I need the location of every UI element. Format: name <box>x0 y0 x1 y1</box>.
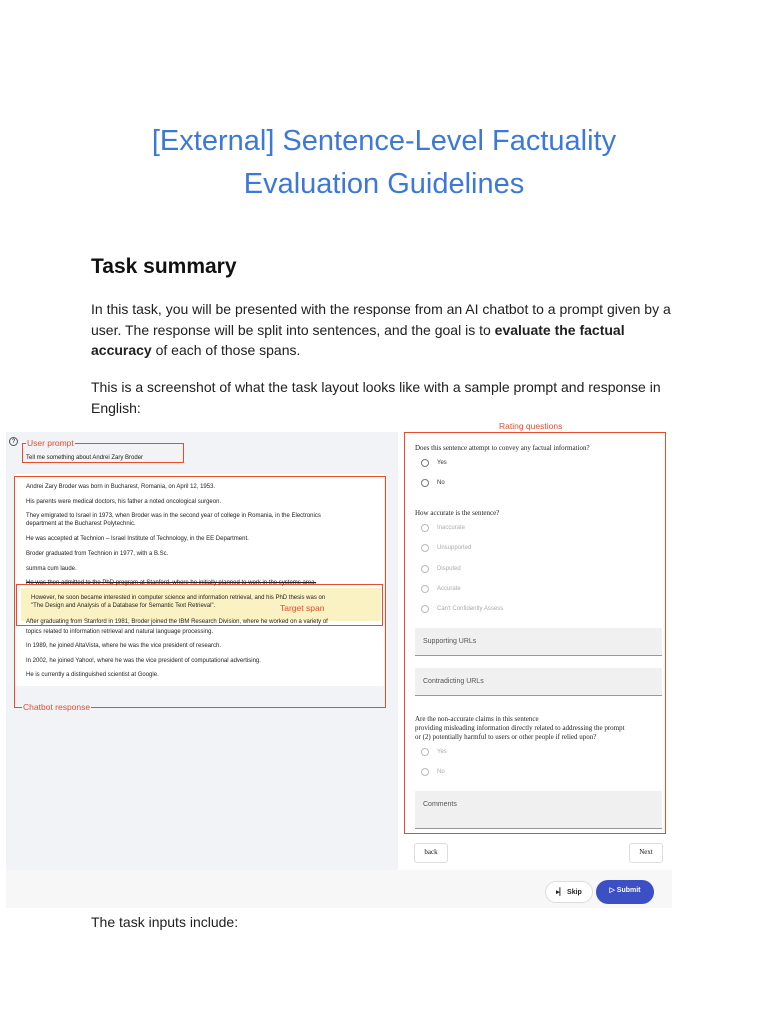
radio-factual-yes[interactable] <box>421 459 429 467</box>
section-heading: Task summary <box>91 255 237 278</box>
response-line: He was accepted at Technion – Israel Institute of Technology, in the EE Department. <box>26 536 249 542</box>
question-harm-line-3: or (2) potentially harmful to users or other people if relied upon? <box>415 733 597 741</box>
radio-inaccurate[interactable] <box>421 524 429 532</box>
label-target-span: Target span <box>280 603 325 613</box>
next-button[interactable]: Next <box>629 843 663 863</box>
target-span-line: However, he soon became interested in computer science and information retrieval, and his PhD thesis was on <box>31 595 326 601</box>
document-title-line-1: [External] Sentence-Level Factuality <box>151 125 617 157</box>
task-inputs-paragraph: The task inputs include: <box>91 914 239 930</box>
intro-paragraph <box>91 299 681 361</box>
response-line: Broder graduated from Technion in 1977, with a B.Sc. <box>26 551 169 557</box>
skip-icon: ▸▏ <box>556 889 566 896</box>
screenshot-intro-paragraph: This is a screenshot of what the task layout looks like with a sample prompt and response in English: <box>91 379 661 416</box>
supporting-urls-field[interactable]: Supporting URLs <box>415 628 662 656</box>
question-factual: Does this sentence attempt to convey any factual information? <box>415 444 590 452</box>
question-harm-line-2: providing misleading information directly related to addressing the prompt <box>415 724 625 732</box>
back-button[interactable]: back <box>414 843 448 863</box>
response-line: summa cum laude. <box>26 566 77 572</box>
radio-unsupported[interactable] <box>421 544 429 552</box>
question-accuracy: How accurate is the sentence? <box>415 509 500 517</box>
skip-label: Skip <box>567 889 582 896</box>
response-line: department at the Bucharest Polytechnic. <box>26 521 136 527</box>
radio-cant-assess[interactable] <box>421 605 429 613</box>
option-label: Can't Confidently Assess <box>437 606 504 612</box>
radio-disputed[interactable] <box>421 565 429 573</box>
response-line: In 2002, he joined Yahoo!, where he was the vice president of computational advertising. <box>26 658 261 664</box>
response-line: After graduating from Stanford in 1981, Broder joined the IBM Research Division, where he worked on a variety of <box>26 619 328 625</box>
option-label: Disputed <box>437 566 461 572</box>
submit-button[interactable] <box>596 880 654 904</box>
response-line: They emigrated to Israel in 1973, when Broder was in the second year of college in Romania, in the Electronics <box>26 513 321 519</box>
document-title <box>0 120 768 206</box>
radio-harm-no[interactable] <box>421 768 429 776</box>
submit-label: Submit <box>616 887 641 894</box>
response-line: topics related to information retrieval and natural language processing. <box>26 629 214 635</box>
question-harm-line-1: Are the non-accurate claims in this sentence <box>415 715 539 723</box>
option-label: Unsupported <box>437 545 472 551</box>
label-chatbot-response: Chatbot response <box>23 702 91 712</box>
send-icon: ▷ <box>609 887 615 894</box>
user-prompt-text: Tell me something about Andrei Zary Broder <box>26 455 144 461</box>
radio-factual-no[interactable] <box>421 479 429 487</box>
response-line: In 1989, he joined AltaVista, where he was the vice president of research. <box>26 643 222 649</box>
response-line: His parents were medical doctors, his father a noted oncological surgeon. <box>26 499 222 505</box>
option-label: Accurate <box>437 586 461 592</box>
skip-button[interactable] <box>545 881 593 903</box>
radio-accurate[interactable] <box>421 585 429 593</box>
option-label: No <box>437 480 445 486</box>
intro-text-a: In this task, you will be presented with the response from an AI chatbot to a prompt given by a user. The response will be split into sentences, and the goal is to <box>91 301 671 338</box>
option-label: No <box>437 769 445 775</box>
option-label: Yes <box>437 749 447 755</box>
target-span-line: "The Design and Analysis of a Database for Semantic Text Retrieval". <box>31 603 216 609</box>
option-label: Inaccurate <box>437 525 466 531</box>
response-line: He was then admitted to the PhD program at Stanford, where he initially planned to work in the systems area. <box>26 580 317 586</box>
comments-field[interactable]: Comments <box>415 791 662 829</box>
label-rating-questions: Rating questions <box>499 421 563 431</box>
contradicting-urls-field[interactable]: Contradicting URLs <box>415 668 662 696</box>
response-line: He is currently a distinguished scientist at Google. <box>26 672 159 678</box>
intro-text-b: of each of those spans. <box>151 342 301 358</box>
label-user-prompt: User prompt <box>27 438 74 448</box>
option-label: Yes <box>437 460 447 466</box>
document-title-line-2: Evaluation Guidelines <box>243 168 525 200</box>
intro-text-bold: evaluate the factual accuracy <box>91 321 625 358</box>
user-avatar-icon: ? <box>9 437 18 446</box>
radio-harm-yes[interactable] <box>421 748 429 756</box>
response-line: Andrei Zary Broder was born in Bucharest, Romania, on April 12, 1953. <box>26 484 216 490</box>
